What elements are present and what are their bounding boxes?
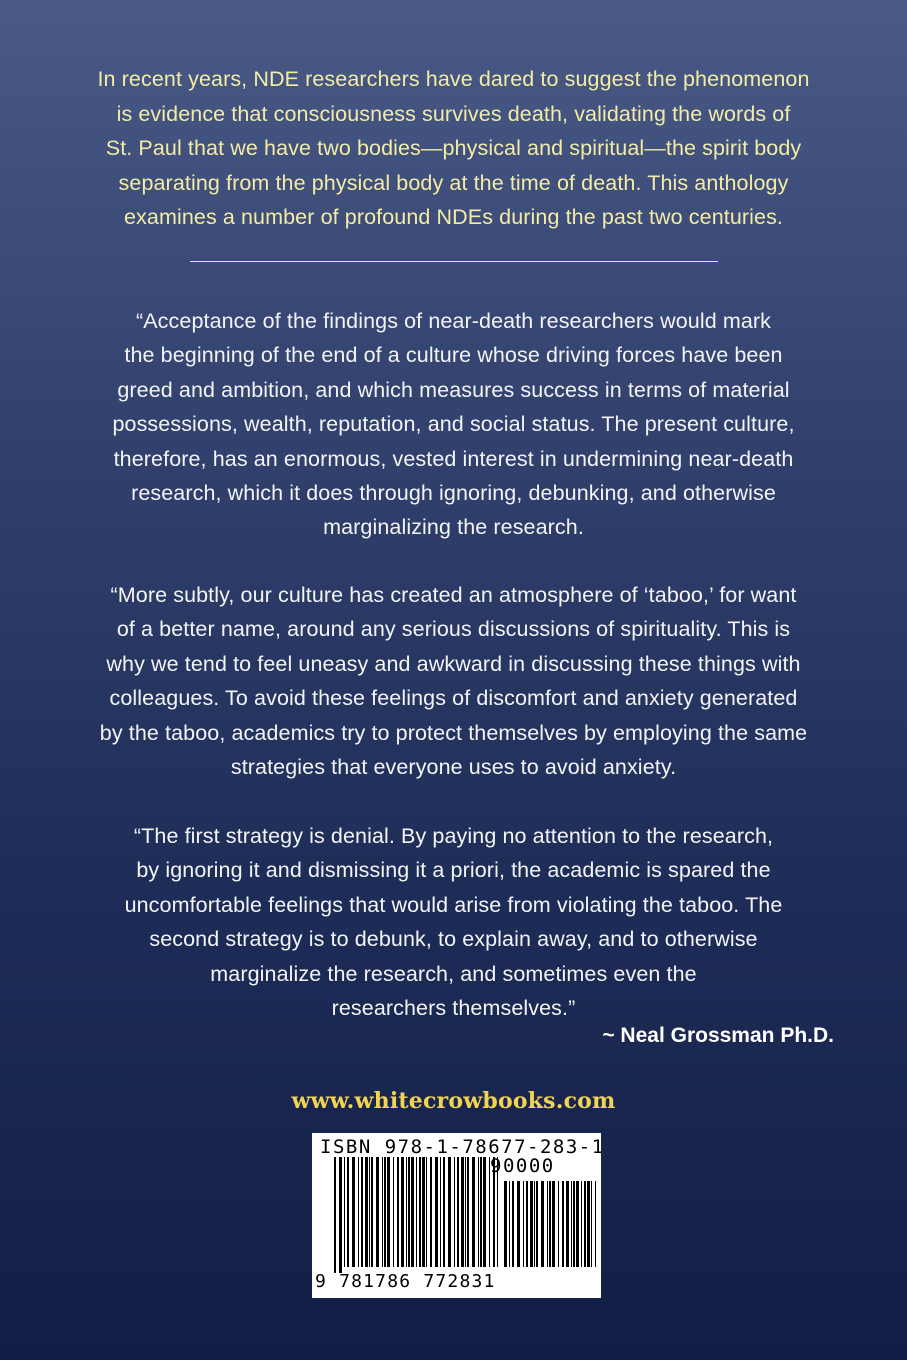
barcode-bar xyxy=(530,1181,533,1267)
barcode-bar xyxy=(347,1157,349,1267)
isbn-barcode-box xyxy=(312,1133,605,1298)
barcode-bar xyxy=(552,1181,555,1267)
quote-line: research, which it does through ignoring, debunking, and otherwise xyxy=(131,481,776,506)
barcode-bar xyxy=(467,1157,469,1267)
barcode-bar xyxy=(526,1181,528,1267)
barcode-bar xyxy=(509,1181,510,1267)
barcode-bar xyxy=(591,1181,592,1267)
barcode-bar xyxy=(480,1157,482,1267)
price-code: 90000 xyxy=(490,1155,555,1177)
barcode-bar xyxy=(376,1157,379,1267)
barcode-bar xyxy=(534,1181,535,1267)
quote-line: strategies that everyone uses to avoid anxiety. xyxy=(230,755,677,780)
quote-line: greed and ambition, and which measures success in terms of material xyxy=(117,377,790,402)
barcode-bar xyxy=(358,1157,359,1267)
barcode-bar xyxy=(457,1157,459,1267)
barcode-bar xyxy=(465,1157,466,1267)
quote-line: uncomfortable feelings that would arise from violating the taboo. The xyxy=(124,892,783,917)
barcode-bar xyxy=(397,1157,399,1267)
barcode-bar xyxy=(382,1157,383,1267)
barcode-bar xyxy=(558,1181,559,1267)
barcode-bar xyxy=(461,1157,464,1267)
quote-attribution: ~ Neal Grossman Ph.D. xyxy=(602,1024,834,1047)
barcode-bar xyxy=(339,1157,342,1273)
isbn-label: ISBN 978-1-78677-283-1 xyxy=(320,1136,605,1158)
quote-line: marginalize the research, and sometimes even the xyxy=(210,961,697,986)
barcode-bar xyxy=(334,1157,336,1273)
quote-line: the beginning of the end of a culture whose driving forces have been xyxy=(124,343,783,368)
barcode-bar xyxy=(472,1157,475,1267)
quote-line: colleagues. To avoid these feelings of discomfort and anxiety generated xyxy=(109,686,798,711)
quote-paragraph-2 xyxy=(60,578,847,784)
barcode-bar xyxy=(549,1181,551,1267)
quote-line: why we tend to feel uneasy and awkward in discussing these things with xyxy=(106,651,801,676)
quote-line: therefore, has an enormous, vested interest in undermining near-death xyxy=(113,446,794,471)
quote-line: “Acceptance of the findings of near-death researchers would mark xyxy=(135,309,771,333)
barcode-bar xyxy=(478,1157,479,1267)
barcode-bar xyxy=(584,1181,586,1267)
barcode-bar xyxy=(523,1181,524,1267)
barcode-bar xyxy=(581,1181,582,1267)
barcode-bar xyxy=(512,1181,514,1267)
barcode-bar xyxy=(573,1181,575,1267)
barcode-bar xyxy=(504,1181,507,1267)
quote-line: by the taboo, academics try to protect themselves by employing the same xyxy=(99,720,808,745)
quote-line: marginalizing the research. xyxy=(323,515,584,540)
barcode-bar xyxy=(408,1157,410,1267)
barcode-bar xyxy=(443,1157,445,1267)
barcode-bar xyxy=(541,1181,544,1267)
quote-paragraph-3 xyxy=(60,819,847,1025)
barcode-bar xyxy=(547,1181,548,1267)
quote-line: possessions, wealth, reputation, and social status. The present culture, xyxy=(112,412,795,437)
barcode-bar xyxy=(361,1157,363,1267)
barcode-bar xyxy=(344,1157,345,1267)
barcode-bar xyxy=(448,1157,451,1267)
blurb-line: is evidence that consciousness survives death, validating the words of xyxy=(116,101,791,126)
barcode-bar xyxy=(387,1157,390,1267)
divider-rule xyxy=(190,261,718,262)
barcode-bar xyxy=(406,1157,407,1267)
blurb-paragraph xyxy=(60,62,847,235)
quote-line: second strategy is to debunk, to explain away, and to otherwise xyxy=(149,927,758,952)
publisher-website: www.whitecrowbooks.com xyxy=(291,1088,616,1114)
barcode-bar xyxy=(393,1157,394,1267)
barcode-bar xyxy=(566,1181,569,1267)
barcode-bar xyxy=(454,1157,455,1267)
quote-line: of a better name, around any serious discussions of spirituality. This is xyxy=(116,617,791,642)
barcode-bar xyxy=(483,1157,486,1267)
blurb-line: In recent years, NDE researchers have dared to suggest the phenomenon xyxy=(97,67,810,91)
barcode-bar xyxy=(401,1157,404,1267)
quote-paragraph-1 xyxy=(60,304,847,545)
barcode-bar xyxy=(517,1181,520,1267)
barcode-bar xyxy=(384,1157,386,1267)
quote-line: “More subtly, our culture has created an atmosphere of ‘taboo,’ for want xyxy=(110,583,797,607)
barcode-bar xyxy=(440,1157,441,1267)
barcode-bar xyxy=(416,1157,417,1267)
barcode-bar xyxy=(576,1181,579,1267)
barcode-bar xyxy=(352,1157,355,1267)
quote-line: by ignoring it and dismissing it a priori, the academic is spared the xyxy=(136,858,771,883)
barcode-bar xyxy=(536,1181,538,1267)
barcode-bar xyxy=(411,1157,414,1267)
barcode-bar xyxy=(571,1181,572,1267)
barcode-bar xyxy=(595,1181,596,1267)
barcode-digits: 9 781786 772831 xyxy=(315,1271,496,1292)
barcode-bar xyxy=(562,1181,564,1267)
barcode-bar xyxy=(371,1157,373,1267)
barcode-bar xyxy=(365,1157,368,1267)
barcode-bar xyxy=(422,1157,425,1267)
quote-line: researchers themselves.” xyxy=(331,996,576,1021)
blurb-line: separating from the physical body at the time of death. This anthology xyxy=(118,170,789,195)
quote-line: “The first strategy is denial. By paying no attention to the research, xyxy=(133,824,774,848)
blurb-line: St. Paul that we have two bodies—physical and spiritual—the spirit body xyxy=(105,136,802,160)
barcode-bar xyxy=(426,1157,427,1267)
barcode-bar xyxy=(369,1157,370,1267)
barcode-bar xyxy=(435,1157,438,1267)
blurb-line: examines a number of profound NDEs during the past two centuries. xyxy=(123,205,784,229)
barcode-bar xyxy=(419,1157,421,1267)
barcode-bar xyxy=(587,1181,590,1267)
barcode-bar xyxy=(430,1157,432,1267)
